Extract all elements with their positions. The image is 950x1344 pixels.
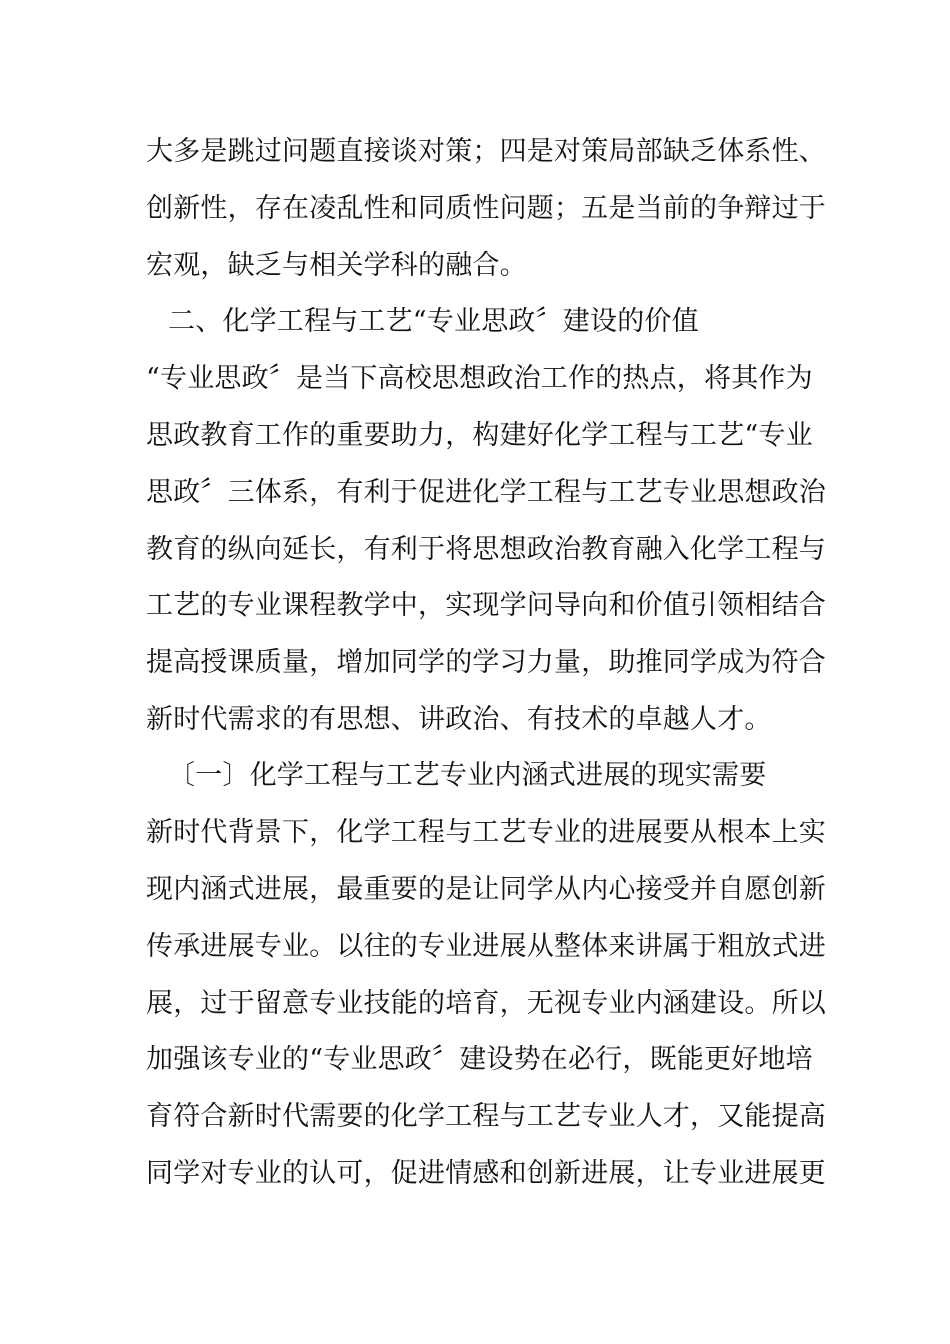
text-line: 教育的纵向延长，有利于将思想政治教育融入化学工程与 <box>146 534 826 565</box>
text-line: 同学对专业的认可，促进情感和创新进展，让专业进展更 <box>146 1158 826 1189</box>
text-line: 工艺的专业课程教学中，实现学问导向和价值引领相结合 <box>146 590 826 621</box>
text-line: 提高授课质量，增加同学的学习力量，助推同学成为符合 <box>146 647 826 678</box>
text-line: 现内涵式进展，最重要的是让同学从内心接受并自愿创新 <box>146 874 826 905</box>
text-line: 新时代背景下，化学工程与工艺专业的进展要从根本上实 <box>146 817 826 848</box>
text-line: 思政教育工作的重要助力，构建好化学工程与工艺“专业 <box>146 420 813 451</box>
text-line: 新时代需求的有思想、讲政治、有技术的卓越人才。 <box>146 704 772 735</box>
text-line: 大多是跳过问题直接谈对策；四是对策局部缺乏体系性、 <box>146 136 826 167</box>
text-line: 创新性，存在凌乱性和同质性问题；五是当前的争辩过于 <box>146 193 826 224</box>
text-line: 宏观，缺乏与相关学科的融合。 <box>146 250 527 281</box>
section-heading: 二、化学工程与工艺“专业思政〞建设的价值 <box>168 306 699 337</box>
text-line: 传承进展专业。以往的专业进展从整体来讲属于粗放式进 <box>146 931 826 962</box>
text-line: 思政〞三体系，有利于促进化学工程与工艺专业思想政治 <box>146 477 826 508</box>
text-line: 展，过于留意专业技能的培育，无视专业内涵建设。所以 <box>146 988 826 1019</box>
subsection-heading: 〔一〕化学工程与工艺专业内涵式进展的现实需要 <box>168 760 767 791</box>
text-line: “专业思政〞是当下高校思想政治工作的热点，将其作为 <box>146 363 813 394</box>
text-line: 育符合新时代需要的化学工程与工艺专业人才，又能提高 <box>146 1101 826 1132</box>
text-line: 加强该专业的“专业思政〞建设势在必行，既能更好地培 <box>146 1044 813 1075</box>
